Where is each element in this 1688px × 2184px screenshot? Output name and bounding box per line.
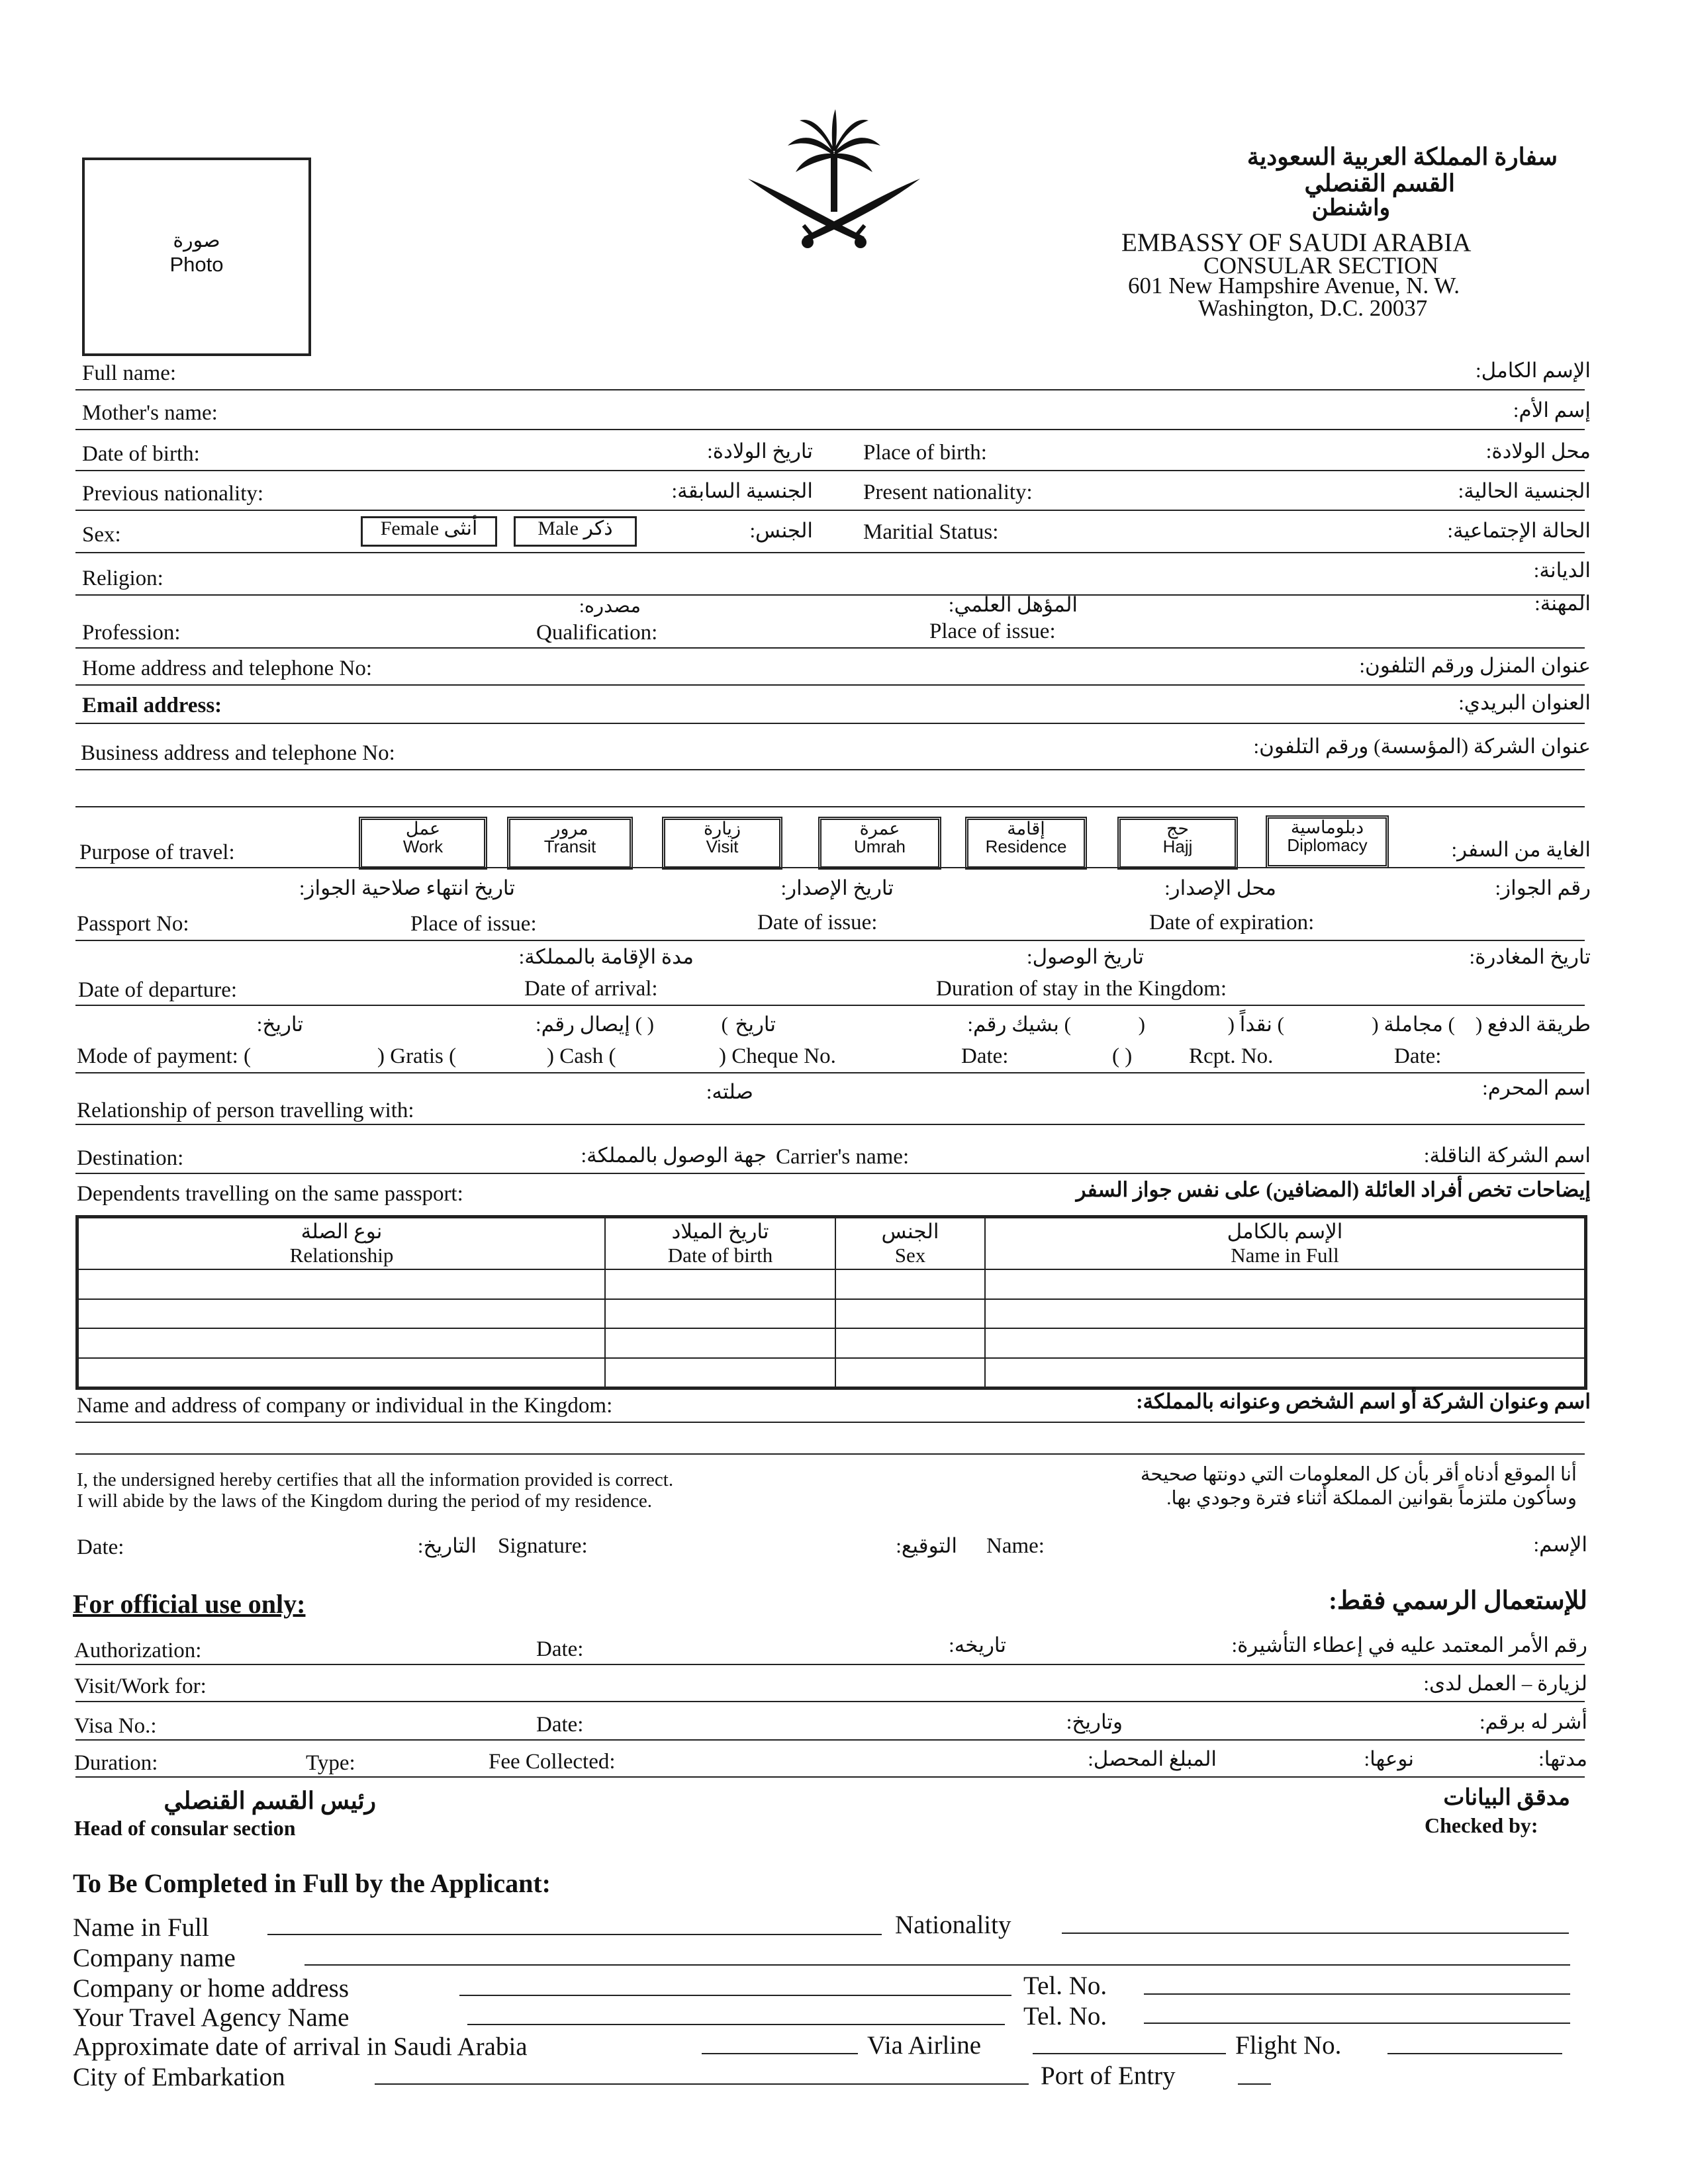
email-field[interactable]	[75, 723, 1585, 724]
sex-marital-field[interactable]	[75, 552, 1585, 553]
visa-no-label-ar: أشر له برقم:	[1479, 1710, 1587, 1733]
table-row[interactable]	[78, 1269, 1585, 1299]
official-use-title: For official use only:	[73, 1589, 306, 1619]
declaration-ar-2: وسأكون ملتزماً بقوانين المملكة أثناء فترة وجودي بها.	[1166, 1488, 1577, 1509]
mothers-name-label: Mother's name:	[82, 401, 218, 425]
profession-label-ar: المهنة:	[1534, 592, 1591, 615]
auth-date-label-ar: تاريخه:	[949, 1633, 1006, 1657]
table-row[interactable]	[78, 1358, 1585, 1388]
declaration-ar-1: أنا الموقع أدناه أقر بأن كل المعلومات التي دونتها صحيحة	[1140, 1464, 1577, 1485]
company-name-field[interactable]	[305, 1964, 1570, 1966]
authorization-label: Authorization:	[74, 1639, 202, 1662]
flight-no-label: Flight No.	[1235, 2031, 1342, 2060]
payment-cash-ar: ) نقداً (	[1227, 1013, 1284, 1036]
visa-no-field[interactable]	[75, 1739, 1585, 1741]
purpose-work-ar: عمل	[405, 819, 441, 839]
religion-label: Religion:	[82, 567, 164, 590]
nationality-field[interactable]	[75, 510, 1585, 511]
purpose-hajj-en: Hajj	[1162, 837, 1193, 856]
authorization-label-ar: رقم الأمر المعتمد عليه في إعطاء التأشيرة:	[1231, 1633, 1587, 1657]
type-label: Type:	[306, 1751, 355, 1775]
name-in-full-label: Name in Full	[73, 1913, 209, 1942]
fee-collected-label-ar: المبلغ المحصل:	[1088, 1747, 1217, 1770]
fee-collected-label: Fee Collected:	[489, 1750, 616, 1774]
auth-date-label: Date:	[536, 1637, 584, 1661]
payment-field[interactable]	[75, 1072, 1585, 1073]
business-address-field[interactable]	[75, 769, 1585, 770]
purpose-hajj-box[interactable]	[1117, 817, 1238, 870]
company-kingdom-label: Name and address of company or individual in the Kingdom:	[77, 1394, 613, 1418]
palm-and-swords-emblem-icon	[735, 106, 933, 258]
purpose-residence-box[interactable]	[965, 817, 1087, 870]
authorization-field[interactable]	[75, 1664, 1585, 1665]
head-consular-ar: رئيس القسم القنصلي	[164, 1788, 376, 1814]
purpose-transit-en: Transit	[543, 837, 596, 856]
travel-dates-field[interactable]	[75, 1005, 1585, 1006]
header-en-line2: CONSULAR SECTION	[1203, 252, 1439, 279]
visa-date-label-ar: وتاريخ:	[1066, 1710, 1123, 1733]
via-airline-label: Via Airline	[867, 2031, 982, 2060]
home-address-label-ar: عنوان المنزل ورقم التلفون:	[1359, 654, 1591, 677]
departure-date-label: Date of departure:	[78, 978, 238, 1002]
col-dob-ar: تاريخ الميلاد	[671, 1220, 769, 1244]
header-en-line4: Washington, D.C. 20037	[1198, 295, 1428, 321]
col-relationship-ar: نوع الصلة	[301, 1220, 383, 1244]
qualification-label: Qualification:	[536, 621, 658, 645]
stay-duration-label: Duration of stay in the Kingdom:	[936, 977, 1227, 1001]
nationality-field[interactable]	[1062, 1933, 1569, 1934]
payment-receipt-ar: ( ) إيصال رقم:	[535, 1013, 654, 1036]
carrier-label-ar: اسم الشركة الناقلة:	[1423, 1144, 1591, 1167]
payment-mode-ar: طريقة الدفع (	[1475, 1013, 1591, 1036]
payment-cash-label[interactable]: ) Cash (	[547, 1044, 616, 1068]
header-ar-line2: القسم القنصلي	[1304, 170, 1455, 197]
nationality-label: Nationality	[895, 1911, 1011, 1939]
destination-field[interactable]	[75, 1173, 1585, 1174]
checked-by-ar: مدقق البيانات	[1443, 1786, 1570, 1810]
tel-no-field-1[interactable]	[1144, 1993, 1570, 1995]
city-embarkation-label: City of Embarkation	[73, 2063, 285, 2091]
purpose-label-ar: الغاية من السفر:	[1451, 838, 1591, 861]
profession-field[interactable]	[75, 647, 1585, 649]
arrival-date-label: Date of arrival:	[524, 977, 658, 1001]
purpose-work-en: Work	[402, 837, 444, 856]
flight-no-field[interactable]	[1387, 2053, 1562, 2054]
religion-field[interactable]	[75, 594, 1585, 596]
payment-paren2-ar: )	[1138, 1013, 1145, 1036]
tel-no-label-1: Tel. No.	[1023, 1972, 1107, 2000]
prev-nationality-label-ar: الجنسية السابقة:	[671, 479, 813, 502]
full-name-field[interactable]	[75, 389, 1585, 390]
male-checkbox[interactable]: Male ذكر	[514, 516, 637, 547]
place-of-issue-qual-label: Place of issue:	[929, 619, 1056, 643]
visit-work-field[interactable]	[75, 1701, 1585, 1702]
female-checkbox[interactable]: Female أنثى	[361, 516, 497, 547]
qualification-source-ar: مصدره:	[579, 596, 641, 617]
purpose-transit-ar: مرور	[551, 819, 588, 839]
payment-cheque-ar: ) بشيك رقم:	[967, 1013, 1071, 1036]
marital-status-label-ar: الحالة الإجتماعية:	[1447, 519, 1591, 542]
payment-gratis-ar: ) مجاملة (	[1372, 1013, 1455, 1036]
tel-no-label-2: Tel. No.	[1023, 2002, 1107, 2030]
email-label: Email address:	[82, 694, 222, 717]
religion-label-ar: الديانة:	[1533, 559, 1591, 582]
passport-no-ar: رقم الجواز:	[1495, 876, 1591, 899]
email-label-ar: العنوان البريدي:	[1458, 691, 1591, 714]
full-name-label-ar: الإسم الكامل:	[1476, 359, 1591, 382]
dependents-table	[75, 1215, 1587, 1390]
col-date-of-birth	[605, 1218, 835, 1269]
header-ar-line1: سفارة المملكة العربية السعودية	[1246, 144, 1558, 170]
passport-no-label: Passport No:	[77, 912, 189, 936]
dependents-label-ar: إيضاحات تخص أفراد العائلة (المضافين) على نفس جواز السفر	[1076, 1178, 1591, 1201]
tel-no-field-2[interactable]	[1144, 2023, 1570, 2024]
via-airline-field[interactable]	[1033, 2053, 1226, 2054]
home-address-field[interactable]	[75, 684, 1585, 686]
col-relationship-en: Relationship	[289, 1244, 394, 1267]
sex-label: Sex:	[82, 523, 121, 547]
declaration-en-1: I, the undersigned hereby certifies that all the information provided is correct.	[77, 1469, 674, 1490]
purpose-visit-en: Visit	[706, 837, 739, 856]
profession-label: Profession:	[82, 621, 181, 645]
company-kingdom-field[interactable]	[75, 1422, 1585, 1423]
purpose-label: Purpose of travel:	[79, 841, 235, 864]
sign-date-label-ar: التاريخ:	[417, 1534, 477, 1557]
photo-label-ar: صورة	[173, 230, 220, 251]
passport-expiry-ar: تاريخ انتهاء صلاحية الجواز:	[299, 876, 515, 899]
business-address-label-ar: عنوان الشركة (المؤسسة) ورقم التلفون:	[1253, 735, 1591, 758]
company-address-field[interactable]	[459, 1995, 1011, 1996]
relation-ar: صلته:	[706, 1080, 753, 1103]
mothers-name-label-ar: إسم الأم:	[1513, 398, 1591, 422]
payment-date-label: Date:	[961, 1044, 1009, 1068]
dob-pob-field[interactable]	[75, 470, 1585, 471]
col-sex-ar: الجنس	[881, 1220, 939, 1244]
company-address-label: Company or home address	[73, 1974, 350, 2003]
visit-work-label-ar: لزيارة – العمل لدى:	[1423, 1672, 1587, 1695]
purpose-residence-ar: إقامة	[1007, 819, 1045, 839]
passport-field[interactable]	[75, 940, 1585, 941]
name-label-ar: الإسم:	[1533, 1533, 1587, 1556]
table-row[interactable]	[78, 1328, 1585, 1358]
checked-by-label: Checked by:	[1425, 1813, 1538, 1837]
stay-duration-ar: مدة الإقامة بالمملكة:	[518, 945, 694, 968]
purpose-work-box[interactable]	[359, 817, 487, 870]
head-consular-label: Head of consular section	[74, 1816, 296, 1840]
purpose-line	[75, 867, 1585, 868]
payment-cheque-date-ar: تاريخ	[735, 1013, 776, 1036]
passport-place-issue-label: Place of issue:	[410, 912, 537, 936]
purpose-umrah-ar: عمرة	[859, 819, 900, 839]
home-address-label: Home address and telephone No:	[82, 657, 373, 680]
col-name-in-full	[985, 1218, 1585, 1269]
dob-label: Date of birth:	[82, 442, 200, 466]
purpose-transit-box[interactable]	[507, 817, 633, 870]
col-sex	[835, 1218, 985, 1269]
company-kingdom-field-2[interactable]	[75, 1453, 1585, 1455]
name-label: Name:	[986, 1534, 1045, 1558]
arrival-date-ar: تاريخ الوصول:	[1027, 945, 1144, 968]
pob-label-ar: محل الولادة:	[1485, 439, 1591, 463]
col-sex-en: Sex	[894, 1244, 926, 1267]
photo-label-en: Photo	[169, 253, 224, 276]
company-name-label: Company name	[73, 1944, 236, 1972]
purpose-hajj-ar: حج	[1166, 819, 1190, 839]
duration-label: Duration:	[74, 1751, 158, 1775]
arrival-date-label-applicant: Approximate date of arrival in Saudi Arabia	[73, 2032, 528, 2061]
payment-date-ar: تاريخ:	[256, 1013, 303, 1036]
present-nationality-label: Present nationality:	[863, 480, 1033, 504]
dependents-label: Dependents travelling on the same passport:	[77, 1182, 463, 1206]
qualification-ar: المؤهل العلمي:	[948, 593, 1078, 616]
signature-label-ar: التوقيع:	[896, 1534, 957, 1557]
sex-label-ar: الجنس:	[749, 519, 813, 542]
relationship-label: Relationship of person travelling with:	[77, 1099, 414, 1122]
company-kingdom-label-ar: اسم وعنوان الشركة أو اسم الشخص وعنوانه بالمملكة:	[1136, 1390, 1591, 1413]
mothers-name-field[interactable]	[75, 429, 1585, 430]
business-address-field-2[interactable]	[75, 806, 1585, 807]
name-in-full-field[interactable]	[267, 1934, 882, 1935]
port-of-entry-label: Port of Entry	[1041, 2062, 1176, 2090]
travel-agency-field[interactable]	[467, 2024, 1005, 2025]
destination-label: Destination:	[77, 1146, 184, 1170]
destination-label-ar: جهة الوصول بالمملكة:	[581, 1144, 767, 1167]
business-address-label: Business address and telephone No:	[81, 741, 395, 765]
visa-no-label: Visa No.:	[74, 1714, 157, 1738]
mahram-ar: اسم المحرم:	[1482, 1076, 1591, 1099]
duration-field[interactable]	[75, 1776, 1585, 1778]
pob-label: Place of birth:	[863, 441, 987, 465]
visa-date-label: Date:	[536, 1713, 584, 1737]
city-embarkation-field[interactable]	[375, 2083, 1029, 2085]
passport-issue-place-ar: محل الإصدار:	[1164, 876, 1276, 899]
marital-status-label: Maritial Status:	[863, 520, 999, 544]
arrival-date-field[interactable]	[702, 2053, 858, 2054]
present-nationality-label-ar: الجنسية الحالية:	[1458, 479, 1591, 502]
port-of-entry-field[interactable]	[1238, 2083, 1271, 2085]
applicant-title: To Be Completed in Full by the Applicant:	[73, 1868, 551, 1898]
departure-date-ar: تاريخ المغادرة:	[1469, 945, 1591, 968]
header-en-line3: 601 New Hampshire Avenue, N. W.	[1128, 273, 1460, 298]
purpose-visit-box[interactable]	[662, 817, 782, 870]
full-name-label: Full name:	[82, 361, 177, 385]
prev-nationality-label: Previous nationality:	[82, 482, 264, 506]
visit-work-label: Visit/Work for:	[74, 1674, 207, 1698]
official-use-title-ar: للإستعمال الرسمي فقط:	[1329, 1587, 1587, 1615]
passport-expiry-label: Date of expiration:	[1149, 911, 1315, 934]
passport-date-issue-label: Date of issue:	[757, 911, 878, 934]
travel-agency-label: Your Travel Agency Name	[73, 2003, 350, 2032]
purpose-residence-en: Residence	[985, 837, 1067, 856]
payment-paren-ar: (	[721, 1013, 728, 1036]
purpose-umrah-en: Umrah	[853, 837, 906, 856]
header-en-line1: EMBASSY OF SAUDI ARABIA	[1121, 228, 1472, 257]
purpose-diplomacy-box[interactable]	[1266, 815, 1389, 868]
signature-label: Signature:	[498, 1534, 588, 1558]
purpose-visit-ar: زيارة	[704, 819, 741, 839]
payment-gratis-label[interactable]: ) Gratis (	[377, 1044, 457, 1068]
col-dob-en: Date of birth	[667, 1244, 773, 1267]
carrier-label: Carrier's name:	[776, 1145, 910, 1169]
payment-cheque-label[interactable]: ) Cheque No.	[719, 1044, 836, 1068]
photo-box[interactable]	[82, 158, 311, 356]
col-name-ar: الإسم بالكامل	[1227, 1220, 1343, 1244]
table-row[interactable]	[78, 1299, 1585, 1329]
purpose-diplomacy-en: Diplomacy	[1287, 835, 1368, 855]
type-label-ar: نوعها:	[1364, 1747, 1414, 1770]
dob-label-ar: تاريخ الولادة:	[707, 439, 813, 463]
header-ar-line3: واشنطن	[1311, 196, 1390, 220]
purpose-diplomacy-ar: دبلوماسية	[1290, 817, 1364, 837]
relationship-field[interactable]	[75, 1124, 1585, 1125]
duration-label-ar: مدتها:	[1538, 1747, 1587, 1770]
passport-issue-date-ar: تاريخ الإصدار:	[780, 876, 894, 899]
payment-rcpt-label: Rcpt. No.	[1189, 1044, 1274, 1068]
purpose-umrah-box[interactable]	[818, 817, 941, 870]
payment-rcpt-paren[interactable]: ( )	[1112, 1044, 1133, 1068]
sign-date-label: Date:	[77, 1535, 124, 1559]
col-name-en: Name in Full	[1231, 1244, 1339, 1267]
payment-mode-label[interactable]: Mode of payment: (	[77, 1044, 252, 1068]
payment-date2-label: Date:	[1394, 1044, 1442, 1068]
declaration-en-2: I will abide by the laws of the Kingdom during the period of my residence.	[77, 1490, 652, 1512]
col-relationship	[78, 1218, 605, 1269]
